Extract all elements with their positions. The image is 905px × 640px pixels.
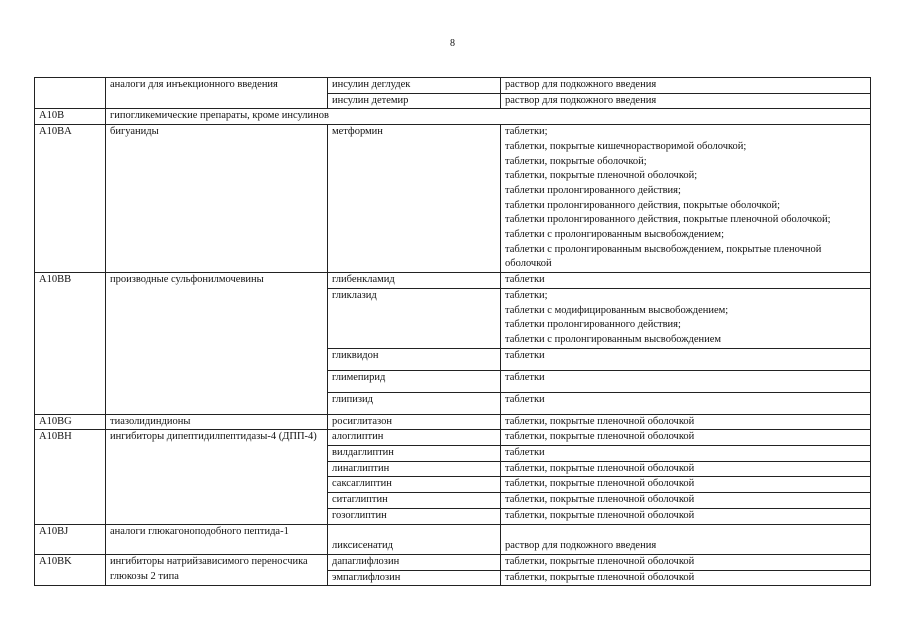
inn-cell: метформин bbox=[328, 125, 501, 273]
atc-code-cell: A10BJ bbox=[35, 524, 106, 554]
dosage-form-cell: таблетки, покрытые пленочной оболочкой bbox=[501, 414, 871, 430]
dosage-form-cell: таблетки; таблетки, покрытые кишечнорастворимой оболочкой; таблетки, покрытые оболочкой; таблетки, покрытые пленочной оболочкой; таблетки пролонгированного действия; таблетки пролонгированного действия, покрытые оболочкой; таблетки пролонгированного действия, покрытые пленочной оболочкой; таблетки с пролонгированным высвобождением; таблетки с пролонгированным высвобождением, покрытые пленочной оболочкой bbox=[501, 125, 871, 273]
inn-cell: алоглиптин bbox=[328, 430, 501, 446]
table-row bbox=[35, 554, 871, 570]
group-cell: тиазолидиндионы bbox=[106, 414, 328, 430]
inn-cell: инсулин детемир bbox=[328, 93, 501, 109]
dosage-form-cell: таблетки, покрытые пленочной оболочкой bbox=[501, 493, 871, 509]
dosage-form-cell: раствор для подкожного введения bbox=[501, 524, 871, 554]
inn-cell: гликлазид bbox=[328, 288, 501, 348]
group-cell: гипогликемические препараты, кроме инсулинов bbox=[106, 109, 871, 125]
atc-code-cell: A10BH bbox=[35, 430, 106, 524]
inn-cell: ликсисенатид bbox=[328, 524, 501, 554]
inn-cell: ситаглиптин bbox=[328, 493, 501, 509]
inn-cell: глипизид bbox=[328, 392, 501, 414]
group-cell: производные сульфонилмочевины bbox=[106, 273, 328, 415]
inn-cell: инсулин деглудек bbox=[328, 78, 501, 94]
group-cell: ингибиторы дипептидилпептидазы-4 (ДПП-4) bbox=[106, 430, 328, 524]
atc-code-cell: A10BK bbox=[35, 554, 106, 585]
table-row bbox=[35, 414, 871, 430]
inn-cell: гликвидон bbox=[328, 348, 501, 370]
table-row bbox=[35, 125, 871, 273]
inn-cell: эмпаглифлозин bbox=[328, 570, 501, 586]
group-cell: ингибиторы натрийзависимого переносчика глюкозы 2 типа bbox=[106, 554, 328, 585]
dosage-form-cell: раствор для подкожного введения bbox=[501, 78, 871, 94]
dosage-form-cell: таблетки; таблетки с модифицированным высвобождением; таблетки пролонгированного действия; таблетки с пролонгированным высвобождением bbox=[501, 288, 871, 348]
inn-cell: вилдаглиптин bbox=[328, 446, 501, 462]
inn-cell: глибенкламид bbox=[328, 273, 501, 289]
dosage-form-cell: таблетки bbox=[501, 392, 871, 414]
dosage-form-cell: раствор для подкожного введения bbox=[501, 93, 871, 109]
dosage-form-cell: таблетки, покрытые пленочной оболочкой bbox=[501, 430, 871, 446]
atc-code-cell bbox=[35, 78, 106, 109]
dosage-form-cell: таблетки, покрытые пленочной оболочкой bbox=[501, 508, 871, 524]
group-cell: аналоги глюкагоноподобного пептида-1 bbox=[106, 524, 328, 554]
table-row bbox=[35, 430, 871, 446]
dosage-form-cell: таблетки bbox=[501, 370, 871, 392]
inn-cell: росиглитазон bbox=[328, 414, 501, 430]
dosage-form-cell: таблетки, покрытые пленочной оболочкой bbox=[501, 570, 871, 586]
atc-code-cell: A10BG bbox=[35, 414, 106, 430]
table-row bbox=[35, 273, 871, 289]
group-cell: аналоги для инъекционного введения bbox=[106, 78, 328, 109]
dosage-form-cell: таблетки bbox=[501, 446, 871, 462]
inn-cell: дапаглифлозин bbox=[328, 554, 501, 570]
page-number: 8 bbox=[450, 38, 455, 49]
inn-cell: саксаглиптин bbox=[328, 477, 501, 493]
table-row bbox=[35, 524, 871, 554]
table-row bbox=[35, 78, 871, 94]
dosage-form-cell: таблетки bbox=[501, 348, 871, 370]
inn-cell: глимепирид bbox=[328, 370, 501, 392]
dosage-form-cell: таблетки, покрытые пленочной оболочкой bbox=[501, 554, 871, 570]
dosage-form-cell: таблетки, покрытые пленочной оболочкой bbox=[501, 461, 871, 477]
atc-code-cell: A10BA bbox=[35, 125, 106, 273]
medication-table bbox=[34, 77, 871, 586]
inn-cell: гозоглиптин bbox=[328, 508, 501, 524]
group-cell: бигуаниды bbox=[106, 125, 328, 273]
atc-code-cell: A10B bbox=[35, 109, 106, 125]
inn-cell: линаглиптин bbox=[328, 461, 501, 477]
table-row bbox=[35, 109, 871, 125]
dosage-form-cell: таблетки, покрытые пленочной оболочкой bbox=[501, 477, 871, 493]
atc-code-cell: A10BB bbox=[35, 273, 106, 415]
dosage-form-cell: таблетки bbox=[501, 273, 871, 289]
